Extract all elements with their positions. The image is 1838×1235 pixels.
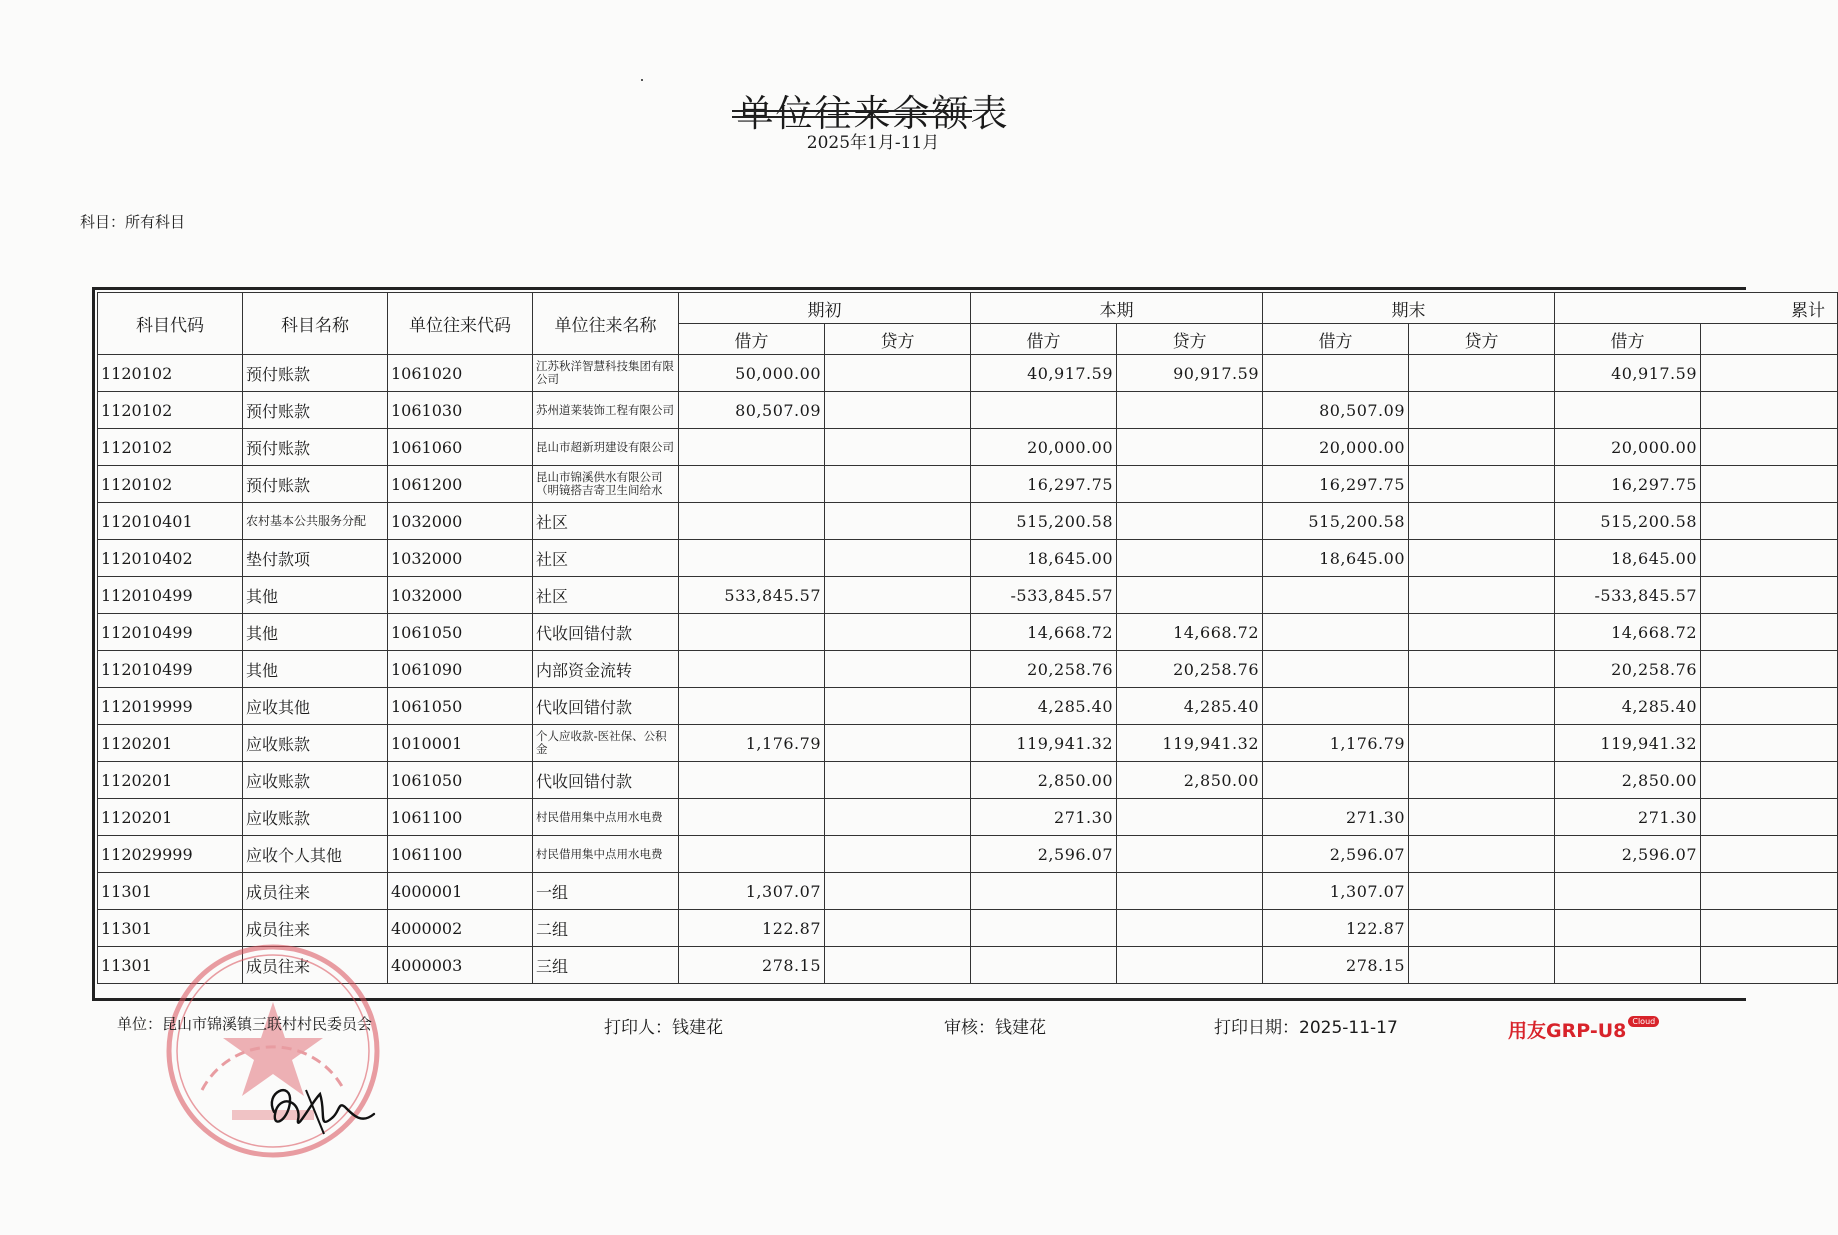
cell-current-credit: [1117, 392, 1263, 429]
cell-opening-debit: 1,176.79: [679, 725, 825, 762]
cell-partner-name: 社区: [533, 503, 679, 540]
cell-closing-credit: [1409, 577, 1555, 614]
table-row: [98, 577, 1838, 614]
table-row: [98, 540, 1838, 577]
cell-cumulative-credit: [1701, 355, 1838, 392]
table-row: [98, 429, 1838, 466]
cell-closing-debit: 16,297.75: [1263, 466, 1409, 503]
report-period: 2025年1月-11月: [806, 133, 940, 153]
handwritten-signature: [262, 1072, 380, 1142]
title-underline-bottom: [732, 116, 972, 118]
cell-cumulative-credit: [1701, 836, 1838, 873]
cell-account-name: 垫付款项: [243, 540, 388, 577]
cell-account-name: 预付账款: [243, 392, 388, 429]
cell-partner-name: 内部资金流转: [533, 651, 679, 688]
table-row: [98, 910, 1838, 947]
cell-current-credit: 4,285.40: [1117, 688, 1263, 725]
cell-closing-credit: [1409, 355, 1555, 392]
cell-closing-debit: 271.30: [1263, 799, 1409, 836]
header-current-debit: 借方: [971, 324, 1117, 355]
cell-partner-code: 1061020: [388, 355, 533, 392]
cell-closing-debit: 278.15: [1263, 947, 1409, 984]
cell-opening-debit: 1,307.07: [679, 873, 825, 910]
cell-closing-credit: [1409, 910, 1555, 947]
cell-account-name: 应收其他: [243, 688, 388, 725]
cell-cumulative-credit: [1701, 947, 1838, 984]
table-row: [98, 651, 1838, 688]
cell-current-debit: 515,200.58: [971, 503, 1117, 540]
cell-partner-name: 一组: [533, 873, 679, 910]
cell-opening-debit: 80,507.09: [679, 392, 825, 429]
header-closing: 期末: [1263, 293, 1555, 324]
header-cumulative-debit: 借方: [1555, 324, 1701, 355]
cell-current-debit: 4,285.40: [971, 688, 1117, 725]
header-opening-credit: 贷方: [825, 324, 971, 355]
cell-account-name: 应收账款: [243, 762, 388, 799]
cell-closing-debit: 18,645.00: [1263, 540, 1409, 577]
cell-opening-credit: [825, 614, 971, 651]
footer-printer: 打印人：钱建花: [604, 1018, 723, 1038]
logo-cloud-badge: Cloud: [1628, 1016, 1659, 1027]
cell-partner-code: 1032000: [388, 503, 533, 540]
cell-current-debit: 40,917.59: [971, 355, 1117, 392]
cell-account-name: 其他: [243, 577, 388, 614]
table-body: [98, 355, 1838, 984]
cell-current-debit: [971, 947, 1117, 984]
cell-current-debit: 20,258.76: [971, 651, 1117, 688]
cell-cumulative-credit: [1701, 466, 1838, 503]
cell-current-credit: [1117, 503, 1263, 540]
cell-cumulative-credit: [1701, 392, 1838, 429]
cell-current-credit: 119,941.32: [1117, 725, 1263, 762]
cell-cumulative-debit: 2,850.00: [1555, 762, 1701, 799]
cell-current-credit: [1117, 947, 1263, 984]
cell-account-code: 1120201: [98, 762, 243, 799]
cell-account-name: 农村基本公共服务分配: [243, 503, 388, 540]
cell-current-debit: [971, 910, 1117, 947]
cell-cumulative-credit: [1701, 614, 1838, 651]
cell-cumulative-credit: [1701, 503, 1838, 540]
cell-closing-credit: [1409, 836, 1555, 873]
cell-partner-name: 代收回错付款: [533, 762, 679, 799]
cell-cumulative-debit: 4,285.40: [1555, 688, 1701, 725]
cell-closing-debit: 1,307.07: [1263, 873, 1409, 910]
cell-current-credit: [1117, 910, 1263, 947]
cell-opening-debit: [679, 429, 825, 466]
cell-cumulative-debit: [1555, 910, 1701, 947]
header-partner-code: 单位往来代码: [388, 293, 533, 355]
cell-opening-debit: [679, 466, 825, 503]
cell-cumulative-credit: [1701, 577, 1838, 614]
footer-print-date: 打印日期：2025-11-17: [1214, 1018, 1398, 1038]
cell-current-debit: -533,845.57: [971, 577, 1117, 614]
cell-closing-credit: [1409, 725, 1555, 762]
cell-closing-debit: [1263, 577, 1409, 614]
cell-current-credit: [1117, 540, 1263, 577]
cell-current-credit: 20,258.76: [1117, 651, 1263, 688]
cell-opening-credit: [825, 355, 971, 392]
header-account-name: 科目名称: [243, 293, 388, 355]
cell-partner-name: 江苏秋洋智慧科技集团有限公司: [533, 355, 679, 392]
cell-partner-code: 1061090: [388, 651, 533, 688]
table-row: [98, 392, 1838, 429]
cell-closing-credit: [1409, 466, 1555, 503]
cell-opening-credit: [825, 429, 971, 466]
cell-cumulative-debit: 271.30: [1555, 799, 1701, 836]
cell-closing-debit: [1263, 651, 1409, 688]
cell-account-name: 预付账款: [243, 355, 388, 392]
cell-opening-debit: [679, 762, 825, 799]
cell-partner-name: 昆山市锦溪供水有限公司（明镜搭吉寄卫生间给水: [533, 466, 679, 503]
cell-partner-code: 1032000: [388, 540, 533, 577]
cell-account-name: 应收账款: [243, 725, 388, 762]
cell-current-debit: 16,297.75: [971, 466, 1117, 503]
cell-opening-credit: [825, 466, 971, 503]
cell-closing-credit: [1409, 762, 1555, 799]
cell-closing-debit: 80,507.09: [1263, 392, 1409, 429]
cell-opening-credit: [825, 503, 971, 540]
cell-cumulative-debit: 20,258.76: [1555, 651, 1701, 688]
cell-account-code: 112029999: [98, 836, 243, 873]
cell-cumulative-credit: [1701, 540, 1838, 577]
cell-account-code: 1120102: [98, 392, 243, 429]
cell-partner-code: 4000003: [388, 947, 533, 984]
cell-current-debit: 18,645.00: [971, 540, 1117, 577]
cell-current-debit: 2,850.00: [971, 762, 1117, 799]
cell-closing-debit: 2,596.07: [1263, 836, 1409, 873]
cell-partner-name: 二组: [533, 910, 679, 947]
cell-partner-code: 1061030: [388, 392, 533, 429]
cell-account-code: 1120102: [98, 429, 243, 466]
scan-speck: [641, 79, 643, 81]
cell-opening-credit: [825, 873, 971, 910]
table-row: [98, 466, 1838, 503]
cell-cumulative-debit: [1555, 873, 1701, 910]
cell-partner-code: 4000001: [388, 873, 533, 910]
cell-account-code: 11301: [98, 873, 243, 910]
cell-partner-code: 1061050: [388, 762, 533, 799]
cell-account-code: 112010401: [98, 503, 243, 540]
page-title: 单位往来余额表: [736, 91, 1010, 135]
cell-cumulative-debit: 18,645.00: [1555, 540, 1701, 577]
table-row: [98, 688, 1838, 725]
cell-cumulative-credit: [1701, 799, 1838, 836]
cell-partner-code: 4000002: [388, 910, 533, 947]
table-row: [98, 725, 1838, 762]
cell-opening-debit: 50,000.00: [679, 355, 825, 392]
cell-closing-credit: [1409, 614, 1555, 651]
cell-opening-debit: 122.87: [679, 910, 825, 947]
cell-cumulative-debit: 16,297.75: [1555, 466, 1701, 503]
cell-partner-code: 1061200: [388, 466, 533, 503]
header-current: 本期: [971, 293, 1263, 324]
cell-partner-code: 1032000: [388, 577, 533, 614]
cell-opening-debit: [679, 651, 825, 688]
cell-opening-credit: [825, 688, 971, 725]
cell-account-code: 1120102: [98, 355, 243, 392]
cell-opening-credit: [825, 725, 971, 762]
table-row: [98, 947, 1838, 984]
header-partner-name: 单位往来名称: [533, 293, 679, 355]
table-row: [98, 799, 1838, 836]
cell-opening-debit: [679, 799, 825, 836]
cell-closing-debit: [1263, 762, 1409, 799]
table-row: [98, 355, 1838, 392]
cell-opening-debit: [679, 503, 825, 540]
cell-closing-debit: [1263, 688, 1409, 725]
cell-opening-debit: [679, 614, 825, 651]
cell-account-name: 应收账款: [243, 799, 388, 836]
cell-account-code: 112010499: [98, 651, 243, 688]
cell-current-debit: 271.30: [971, 799, 1117, 836]
cell-current-debit: 119,941.32: [971, 725, 1117, 762]
cell-cumulative-credit: [1701, 429, 1838, 466]
header-cumulative-label: 累计: [1791, 300, 1825, 321]
cell-account-name: 预付账款: [243, 466, 388, 503]
cell-cumulative-debit: [1555, 392, 1701, 429]
cell-closing-debit: 20,000.00: [1263, 429, 1409, 466]
cell-cumulative-credit: [1701, 688, 1838, 725]
cell-current-credit: [1117, 799, 1263, 836]
cell-closing-debit: 515,200.58: [1263, 503, 1409, 540]
balance-table-frame: [92, 287, 1825, 1001]
cell-closing-credit: [1409, 429, 1555, 466]
header-account-code: 科目代码: [98, 293, 243, 355]
cell-cumulative-debit: 515,200.58: [1555, 503, 1701, 540]
cell-current-debit: 2,596.07: [971, 836, 1117, 873]
yonyou-logo: [1508, 1016, 1659, 1043]
cell-opening-credit: [825, 947, 971, 984]
cell-opening-credit: [825, 651, 971, 688]
header-opening: 期初: [679, 293, 971, 324]
balance-table: [97, 292, 1838, 984]
cell-partner-name: 社区: [533, 540, 679, 577]
cell-account-code: 11301: [98, 947, 243, 984]
cell-opening-credit: [825, 540, 971, 577]
cell-partner-name: 苏州道莱装饰工程有限公司: [533, 392, 679, 429]
cell-closing-debit: [1263, 614, 1409, 651]
cell-account-code: 1120201: [98, 799, 243, 836]
cell-current-credit: [1117, 429, 1263, 466]
cell-closing-credit: [1409, 688, 1555, 725]
header-closing-credit: 贷方: [1409, 324, 1555, 355]
table-row: [98, 614, 1838, 651]
cell-current-credit: [1117, 836, 1263, 873]
cell-account-code: 112010499: [98, 614, 243, 651]
cell-cumulative-debit: 40,917.59: [1555, 355, 1701, 392]
cell-opening-credit: [825, 577, 971, 614]
cell-current-credit: [1117, 466, 1263, 503]
cell-closing-debit: [1263, 355, 1409, 392]
cell-closing-credit: [1409, 651, 1555, 688]
subject-label: 科目：所有科目: [80, 213, 186, 231]
cell-closing-credit: [1409, 392, 1555, 429]
cell-opening-debit: [679, 540, 825, 577]
cell-closing-credit: [1409, 799, 1555, 836]
cell-account-name: 应收个人其他: [243, 836, 388, 873]
cell-current-debit: 20,000.00: [971, 429, 1117, 466]
cell-opening-credit: [825, 799, 971, 836]
cell-account-code: 112019999: [98, 688, 243, 725]
cell-closing-credit: [1409, 947, 1555, 984]
cell-cumulative-credit: [1701, 651, 1838, 688]
table-row: [98, 762, 1838, 799]
cell-partner-code: 1061060: [388, 429, 533, 466]
table-row: [98, 836, 1838, 873]
cell-partner-name: 村民借用集中点用水电费: [533, 799, 679, 836]
cell-opening-debit: [679, 836, 825, 873]
cell-current-credit: [1117, 577, 1263, 614]
header-cumulative: [1555, 293, 1838, 324]
cell-closing-credit: [1409, 873, 1555, 910]
cell-current-debit: [971, 392, 1117, 429]
cell-partner-code: 1061100: [388, 836, 533, 873]
cell-cumulative-credit: [1701, 873, 1838, 910]
cell-partner-code: 1061050: [388, 688, 533, 725]
cell-partner-code: 1061050: [388, 614, 533, 651]
cell-partner-name: 昆山市超新玥建设有限公司: [533, 429, 679, 466]
cell-partner-code: 1010001: [388, 725, 533, 762]
cell-account-name: 成员往来: [243, 947, 388, 984]
cell-opening-credit: [825, 762, 971, 799]
cell-cumulative-debit: 20,000.00: [1555, 429, 1701, 466]
cell-current-debit: [971, 873, 1117, 910]
table-row: [98, 873, 1838, 910]
cell-closing-credit: [1409, 503, 1555, 540]
cell-current-credit: 2,850.00: [1117, 762, 1263, 799]
header-current-credit: 贷方: [1117, 324, 1263, 355]
cell-opening-credit: [825, 392, 971, 429]
cell-partner-name: 社区: [533, 577, 679, 614]
cell-current-debit: 14,668.72: [971, 614, 1117, 651]
cell-account-name: 其他: [243, 651, 388, 688]
cell-cumulative-debit: 14,668.72: [1555, 614, 1701, 651]
cell-partner-name: 代收回错付款: [533, 688, 679, 725]
cell-opening-debit: 278.15: [679, 947, 825, 984]
cell-account-code: 112010402: [98, 540, 243, 577]
cell-opening-credit: [825, 836, 971, 873]
cell-partner-name: 三组: [533, 947, 679, 984]
title-underline-top: [732, 110, 972, 112]
cell-opening-debit: [679, 688, 825, 725]
header-opening-debit: 借方: [679, 324, 825, 355]
cell-cumulative-credit: [1701, 725, 1838, 762]
cell-opening-debit: 533,845.57: [679, 577, 825, 614]
cell-current-credit: 90,917.59: [1117, 355, 1263, 392]
cell-cumulative-debit: 119,941.32: [1555, 725, 1701, 762]
cell-current-credit: [1117, 873, 1263, 910]
cell-closing-debit: 122.87: [1263, 910, 1409, 947]
footer-unit: 单位：昆山市锦溪镇三联村村民委员会: [117, 1015, 373, 1033]
cell-account-name: 其他: [243, 614, 388, 651]
cell-account-code: 1120201: [98, 725, 243, 762]
cell-account-name: 成员往来: [243, 873, 388, 910]
cell-cumulative-debit: -533,845.57: [1555, 577, 1701, 614]
cell-cumulative-credit: [1701, 910, 1838, 947]
footer-auditor: 审核：钱建花: [944, 1018, 1046, 1038]
cell-partner-code: 1061100: [388, 799, 533, 836]
cell-partner-name: 个人应收款-医社保、公积金: [533, 725, 679, 762]
logo-text: 用友GRP-U8: [1508, 1020, 1627, 1042]
cell-closing-credit: [1409, 540, 1555, 577]
cell-cumulative-debit: 2,596.07: [1555, 836, 1701, 873]
cell-account-code: 1120102: [98, 466, 243, 503]
cell-current-credit: 14,668.72: [1117, 614, 1263, 651]
cell-opening-credit: [825, 910, 971, 947]
cell-closing-debit: 1,176.79: [1263, 725, 1409, 762]
cell-account-name: 预付账款: [243, 429, 388, 466]
cell-partner-name: 村民借用集中点用水电费: [533, 836, 679, 873]
cell-account-code: 11301: [98, 910, 243, 947]
header-closing-debit: 借方: [1263, 324, 1409, 355]
table-row: [98, 503, 1838, 540]
cell-account-code: 112010499: [98, 577, 243, 614]
cell-partner-name: 代收回错付款: [533, 614, 679, 651]
cell-cumulative-credit: [1701, 762, 1838, 799]
cell-account-name: 成员往来: [243, 910, 388, 947]
header-cumulative-credit: [1701, 324, 1838, 355]
cell-cumulative-debit: [1555, 947, 1701, 984]
